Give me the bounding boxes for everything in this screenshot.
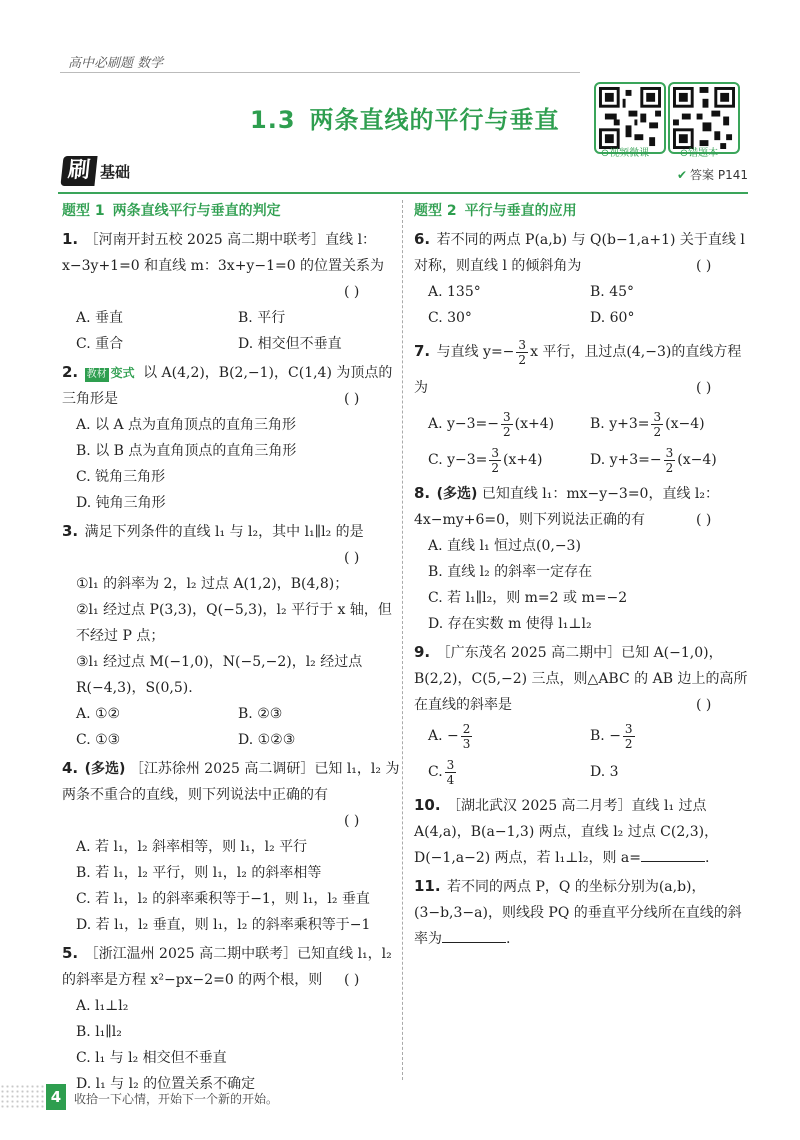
question-number: 10.: [414, 796, 441, 814]
option-a[interactable]: A. 直线 l₁ 恒过点(0,−3): [428, 538, 581, 554]
answer-paren: ( ): [696, 697, 712, 713]
option-a[interactable]: A. 若 l₁，l₂ 斜率相等，则 l₁，l₂ 平行: [76, 839, 308, 855]
header-book-title: 高中必刷题 数学: [68, 56, 164, 71]
question-3: [62, 518, 400, 753]
question-4: [62, 755, 400, 938]
option-a[interactable]: A. 135°: [428, 284, 481, 300]
question-text: ［湖北武汉 2025 高二月考］直线 l₁ 过点 A(4,a)，B(a−1,3) 两点，直线 l₂ 过点 C(2,3)，D(−1,a−2) 两点，若 l₁⊥l₂，则 a=: [414, 798, 719, 866]
problem-type-heading: [62, 198, 400, 224]
option-d[interactable]: D. y+3=− $\frac{3}{2}$ (x−4): [590, 445, 717, 475]
question-text: ［浙江温州 2025 高二期中联考］已知直线 l₁，l₂ 的斜率是方程 x²−px−2=0 的两个根，则: [62, 946, 392, 988]
right-column: [414, 198, 752, 952]
option-c[interactable]: C. ①③: [76, 732, 121, 748]
answer-paren: ( ): [344, 284, 360, 300]
problem-type-heading: [414, 198, 752, 224]
option-d[interactable]: D. 若 l₁，l₂ 垂直，则 l₁，l₂ 的斜率乘积等于−1: [76, 917, 371, 933]
check-icon: ✔: [676, 168, 688, 182]
question-text: 以 A(4,2)，B(2,−1)，C(1,4) 为顶点的三角形是: [62, 365, 393, 407]
question-text: ［广东茂名 2025 高二期中］已知 A(−1,0)，B(2,2)，C(5,−2) 三点，则△ABC 的 AB 边上的高所在直线的斜率是: [414, 645, 748, 713]
option-c[interactable]: C. 重合: [76, 336, 124, 352]
badge-brush: 刷: [60, 156, 97, 186]
question-5: [62, 940, 400, 1097]
header-rule: [60, 72, 580, 73]
type-title: 两条直线平行与垂直的判定: [112, 203, 281, 219]
answer-paren: ( ): [344, 972, 360, 988]
answer-paren: ( ): [696, 380, 712, 396]
question-number: 5.: [62, 944, 79, 962]
question-text: 若不同的两点 P(a,b) 与 Q(b−1,a+1) 关于直线 l 对称，则直线 l 的倾斜角为: [414, 232, 745, 274]
option-b[interactable]: B. 若 l₁，l₂ 平行，则 l₁，l₂ 的斜率相等: [76, 865, 322, 881]
question-number: 1.: [62, 230, 79, 248]
question-text: ［河南开封五校 2025 高二期中联考］直线 l：x−3y+1=0 和直线 m：3x+y−1=0 的位置关系为: [62, 232, 385, 274]
answer-paren: ( ): [344, 550, 360, 566]
answer-paren: ( ): [696, 258, 712, 274]
question-text: 满足下列条件的直线 l₁ 与 l₂，其中 l₁∥l₂ 的是: [84, 524, 364, 540]
option-b[interactable]: B. 平行: [238, 310, 286, 326]
section-number: 1.3: [250, 106, 296, 134]
variant-label: 变式: [110, 366, 135, 380]
question-number: 11.: [414, 877, 441, 895]
qr-icon: [673, 87, 735, 149]
condition-1: ①l₁ 的斜率为 2，l₂ 过点 A(1,2)，B(4,8)；: [76, 576, 349, 592]
qr-icon: [599, 87, 661, 149]
header-green-rule: [58, 192, 748, 194]
option-d[interactable]: D. 相交但不垂直: [238, 336, 342, 352]
type-tag: 题型 2: [414, 203, 457, 219]
question-2: [62, 359, 400, 516]
option-b[interactable]: B. 直线 l₂ 的斜率一定存在: [428, 564, 593, 580]
option-d[interactable]: D. l₁ 与 l₂ 的位置关系不确定: [76, 1076, 256, 1092]
option-a[interactable]: A. l₁⊥l₂: [76, 998, 129, 1014]
option-b[interactable]: B. y+3= $\frac{3}{2}$ (x−4): [590, 409, 705, 439]
option-d[interactable]: D. 存在实数 m 使得 l₁⊥l₂: [428, 616, 592, 632]
question-number: 3.: [62, 522, 79, 540]
section-name: 两条直线的平行与垂直: [309, 106, 560, 134]
option-c[interactable]: C. 若 l₁∥l₂，则 m=2 或 m=−2: [428, 590, 628, 606]
qr-label-video: ⊙视频微课: [600, 148, 650, 159]
question-number: 6.: [414, 230, 431, 248]
question-1: [62, 226, 400, 357]
question-number: 7.: [414, 342, 431, 360]
type-title: 平行与垂直的应用: [464, 203, 577, 219]
option-a[interactable]: A. 以 A 点为直角顶点的直角三角形: [76, 417, 297, 433]
question-10: 10. ［湖北武汉 2025 高二月考］直线 l₁ 过点 A(4,a)，B(a−1,3) 两点，直线 l₂ 过点 C(2,3)，D(−1,a−2) 两点，若 l₁⊥l₂，则 a= .: [414, 796, 719, 866]
multi-select-tag: (多选): [436, 486, 478, 502]
option-d[interactable]: D. 3: [590, 764, 619, 780]
answer-paren: ( ): [344, 391, 360, 407]
option-c[interactable]: C. y−3= $\frac{3}{2}$ (x+4): [428, 445, 543, 475]
option-d[interactable]: D. 60°: [590, 310, 635, 326]
multi-select-tag: (多选): [84, 761, 126, 777]
option-b[interactable]: B. ②③: [238, 706, 283, 722]
question-number: 9.: [414, 643, 431, 661]
section-badge: [62, 156, 130, 186]
answer-reference-text: 答案 P141: [690, 168, 748, 182]
section-title: [250, 100, 560, 135]
answer-paren: ( ): [344, 813, 360, 829]
badge-word: 基础: [100, 162, 131, 181]
option-a[interactable]: A. ①②: [76, 706, 121, 722]
answer-blank[interactable]: [442, 928, 506, 943]
question-text: ［江苏徐州 2025 高二调研］已知 l₁，l₂ 为两条不重合的直线，则下列说法中正确的有: [62, 761, 400, 803]
type-tag: 题型 1: [62, 203, 105, 219]
question-11: 11. 若不同的两点 P，Q 的坐标分别为(a,b)，(3−b,3−a)，则线段 PQ 的垂直平分线所在直线的斜率为 .: [414, 877, 742, 947]
fraction: $\frac{3}{2}$: [518, 337, 527, 367]
question-8: [414, 480, 752, 637]
option-c[interactable]: C. 若 l₁，l₂ 的斜率乘积等于−1，则 l₁，l₂ 垂直: [76, 891, 370, 907]
footer-motto: 收拾一下心情，开始下一个新的开始。: [74, 1092, 279, 1106]
question-text-pre: 与直线 y=−: [436, 344, 515, 360]
option-a[interactable]: A. 垂直: [76, 310, 124, 326]
option-b[interactable]: B. 以 B 点为直角顶点的直角三角形: [76, 443, 297, 459]
question-number: 2.: [62, 363, 79, 381]
condition-2: ②l₁ 经过点 P(3,3)，Q(−5,3)，l₂ 平行于 x 轴，但不经过 P 点；: [76, 602, 392, 644]
question-text: 若不同的两点 P，Q 的坐标分别为(a,b)，(3−b,3−a)，则线段 PQ 的垂直平分线所在直线的斜率为: [414, 879, 742, 947]
option-c[interactable]: C. 30°: [428, 310, 472, 326]
answer-paren: ( ): [696, 512, 712, 528]
option-c[interactable]: C. l₁ 与 l₂ 相交但不垂直: [76, 1050, 227, 1066]
answer-blank[interactable]: [641, 847, 705, 862]
question-number: 8.: [414, 484, 431, 502]
answer-reference: [677, 166, 748, 183]
left-column: [62, 198, 400, 1097]
option-b[interactable]: B. − $\frac{3}{2}$: [590, 721, 633, 751]
option-a[interactable]: A. − $\frac{2}{3}$: [428, 721, 471, 751]
question-number: 4.: [62, 759, 79, 777]
question-6: [414, 226, 752, 331]
textbook-flag: 教材: [86, 369, 107, 380]
option-d[interactable]: D. ①②③: [238, 732, 296, 748]
question-9: [414, 639, 752, 790]
column-divider: [402, 200, 403, 1080]
qr-label-errors: ⊙错题本: [679, 148, 719, 159]
condition-3: ③l₁ 经过点 M(−1,0)，N(−5,−2)，l₂ 经过点 R(−4,3)，S(0,5).: [76, 654, 363, 696]
option-a[interactable]: A. y−3=− $\frac{3}{2}$ (x+4): [428, 409, 555, 439]
question-text-post: x 平行，且过点(4,−3)的直线方程为: [414, 344, 742, 396]
option-c[interactable]: C. 锐角三角形: [76, 469, 166, 485]
option-d[interactable]: D. 钝角三角形: [76, 495, 166, 511]
question-text: 已知直线 l₁：mx−y−3=0，直线 l₂：4x−my+6=0，则下列说法正确的有: [414, 486, 720, 528]
option-c[interactable]: C. $\frac{3}{4}$: [428, 757, 455, 787]
question-7: [414, 333, 752, 478]
page-number: 4: [46, 1084, 66, 1110]
option-b[interactable]: B. l₁∥l₂: [76, 1024, 122, 1040]
footer-dots: [0, 1084, 44, 1110]
option-b[interactable]: B. 45°: [590, 284, 635, 300]
